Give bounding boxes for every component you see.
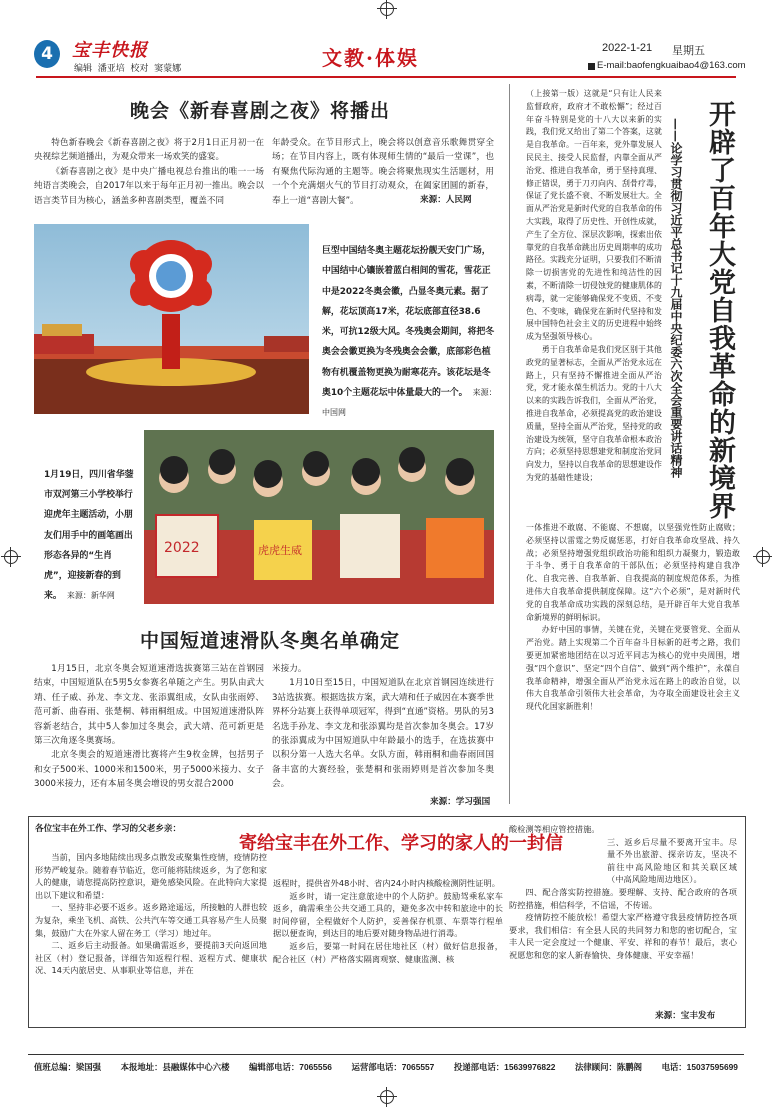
letter-paragraph: 四、配合落实防控措施。要理解、支持、配合政府的各项防控措施，相信科学，不信谣，不传谣。: [509, 886, 737, 910]
letter-paragraph: 返乡后，要第一时间在居住地社区（村）做好信息报备，配合社区（村）严格落实隔离观察、健康监测、核: [273, 940, 503, 964]
letter-box: [28, 816, 746, 1028]
photo-tower: [34, 224, 309, 414]
issue-weekday: 星期五: [672, 45, 705, 57]
theory-divider: [509, 84, 510, 804]
skating-paragraph: 1月15日，北京冬奥会短道速滑选拔赛第三站在首钢园结束，中国短道队在5男5女参赛名单随之产生。男队由武大靖、任子威、孙龙、李文龙、张添翼组成，女队由张雨婷、范可新、曲春雨、张楚桐、韩雨桐组成。中国短道速滑队阵容新老结合，其中5人参加过冬奥会，武大靖、范可新更是第三次角逐冬奥赛场。: [34, 664, 264, 747]
letter-col2: [273, 877, 503, 965]
footer-legal-phone: 电话：15037595699: [661, 1062, 738, 1072]
registration-mark-bottom: [380, 1090, 394, 1104]
issue-date: 2022-1-21: [602, 42, 653, 54]
skating-col2: [272, 662, 494, 792]
page-footer: [28, 1054, 744, 1077]
footer-items: [34, 1061, 738, 1073]
tower-caption: 巨型中国结冬奥主题花坛扮靓天安门广场，中国结中心镶嵌着蓝白相间的雪花，雪花正中是2022冬奥会徽，凸显冬奥元素。据了解，花坛顶高17米，花坛底部直径38.6米，可抗12级大风。冬残奥会期间，将把冬奥会会徽更换为冬残奥会会徽，底部彩色植物有机覆盖物更换为耐寒花卉。该花坛是冬奥10个主题花坛中体量最大的一个。: [322, 246, 495, 399]
letter-paragraph: 返程时，提供省外48小时、省内24小时内核酸检测阴性证明。: [273, 878, 500, 888]
skating-title: 中国短道速滑队冬奥名单确定: [139, 630, 400, 652]
gala-paragraph: 年龄受众。在节目形式上，晚会将以创意音乐歌舞贯穿全场；在节目内容上，既有体现师生情的“最后一堂课”，也有聚焦代际沟通的主题等。晚会将聚焦现实生活题材，用一个个充满烟火气的节目打动观众，在阖家团圆的新春，奉上一道“喜剧大餐”。: [272, 138, 494, 206]
registration-mark-right: [756, 550, 770, 564]
theory-paragraph: 一体推进不敢腐、不能腐、不想腐，以坚强党性防止腐败；必须坚持以雷霆之势反腐惩恶，打好自我革命攻坚战、持久战；必须坚持增强党组织政治功能和组织力凝聚力，锻造敢于斗争、勇于自我革命的干部队伍；必须坚持构建自我净化、自我完善、自我革新、自我提高的制度规范体系，为推进伟大自我革命提供制度保障。这“六个必须”，是对新时代党的自我革命成功实践的深刻总结，是开辟百年大党自我革命新境界的鲜明标识。: [526, 523, 740, 622]
footer-duty-editor: 值班总编：梁国强: [34, 1062, 101, 1072]
gala-title: 晚会《新春喜剧之夜》将播出: [129, 100, 390, 122]
children-source: 来源：新华网: [66, 591, 115, 601]
header-rule: [36, 76, 736, 78]
letter-paragraph: 返乡时，请一定注意旅途中的个人防护。鼓励驾乘私家车返乡，确需乘坐公共交通工具的，避免多次中转和旅途中的长时间停留，全程做好个人防护，妥善保存机票、车票等行程单据以便查询，到达目的地后要对随身物品进行消毒。: [273, 890, 503, 939]
gala-col1: [34, 136, 264, 208]
tower-source: 来源：中国网: [322, 388, 497, 418]
footer-editorial-phone: 编辑部电话：7065556: [249, 1062, 332, 1072]
theory-title: 开辟了百年大党自我革命的新境界: [704, 100, 735, 520]
letter-paragraph: 三、返乡后尽量不要离开宝丰。尽量不外出旅游、探亲访友，坚决不前往中高风险地区和其关联区域（中高风险地周边地区）。: [607, 836, 737, 885]
letter-col1: [35, 851, 267, 977]
letter-paragraph: 一、坚持非必要不返乡。返乡路途遥远，所接触的人群也较为复杂，乘坐飞机、高铁、公共汽车等交通工具容易产生人员聚集，鼓励广大在外家人留在务工（学习）地过年。: [35, 902, 267, 938]
gala-source: 来源：人民网: [420, 195, 472, 205]
registration-mark-left: [4, 550, 18, 564]
gala-paragraph: 《新春喜剧之夜》是中央广播电视总台推出的唯一一场纯语言类晚会，自2017年以来于每年正月初一推出。晚会以语言类节目为核心，涵盖多种喜剧类型，覆盖不同: [34, 166, 264, 206]
email-icon: [588, 63, 595, 70]
skating-paragraph: 米接力。: [272, 664, 307, 674]
sign-left-text: 虎虎生威: [258, 544, 302, 557]
masthead: 宝丰快报: [72, 40, 148, 61]
letter-col3: [509, 823, 737, 962]
theory-paragraph: 办好中国的事情，关键在党，关键在党要管党、全面从严治党。踏上实现第二个百年奋斗目标新的赶考之路，我们要更加紧密地团结在以习近平同志为核心的党中央周围，增强“四个意识”、坚定“四个自信”、做到“两个维护”，永葆自我革命精神，增强全面从严治党永远在路上的政治自觉，以伟大自我革命引领伟大社会革命，为夺取全面建设社会主义现代化国家新胜利！: [526, 625, 740, 712]
tower-caption-box: [322, 238, 498, 419]
footer-delivery-phone: 投递部电话：15639976822: [453, 1062, 556, 1072]
theory-paragraph: 勇于自我革命是我们党区别于其他政党的显著标志，全面从严治党永远在路上，只有坚持不懈推进全面从严治党，党才能永葆生机活力。党的十八大以来的实践告诉我们，全面从严治党，推进自我革命，必须提高党的政治建设质量，坚持全面从严治党，坚持党的政治建设为统领，坚守自我革命根本政治方向；必须坚持思想建党和制度治党同向发力，坚持以自我革命的思想建设作为党的基础性建设；: [526, 344, 662, 482]
section-title: 文教·体娱: [322, 46, 419, 70]
footer-address: 本报地址：县融媒体中心六楼: [120, 1062, 230, 1072]
skating-paragraph: 北京冬奥会的短道速滑比赛将产生9枚金牌，包括男子和女子500米、1000米和1500米，男子5000米接力、女子3000米接力，还有本届冬奥会增设的男女混合2000: [34, 750, 264, 790]
letter-title: 寄给宝丰在外工作、学习的家人的一封信: [239, 833, 563, 854]
letter-greeting: 各位宝丰在外工作、学习的父老乡亲：: [35, 824, 182, 834]
children-caption-box: [44, 462, 134, 603]
skating-source: 来源：学习强国: [430, 797, 491, 807]
theory-col-top: [526, 88, 662, 485]
skating-paragraph: 1月10日至15日，中国短道队在北京首钢园连续进行3站选拔赛。根据选拔方案，武大靖和任子威因在本赛季世界杯分站赛上获得单项冠军，得到“直通”资格。男队的另3名选手孙龙、李文龙和张添翼均是首次参加冬奥会。17岁的张添翼成为中国短道队中年龄最小的选手，在选拔赛中以积分第一人选大名单。女队方面，韩雨桐和曲春雨回国备丰富的大赛经验，张楚桐和张雨婷则是首次参加冬奥会。: [272, 678, 494, 790]
footer-operations-phone: 运营部电话：7065557: [351, 1062, 435, 1072]
letter-source: 来源：宝丰发布: [655, 1011, 716, 1021]
letter-paragraph: 当前，国内多地陆续出现多点散发或聚集性疫情，疫情防控形势严峻复杂。随着春节临近，您可能将陆续返乡，为了您和家人的健康，请您提高防控意识，避免感染风险。在此特向大家提出以下建议和希望：: [35, 852, 267, 900]
letter-paragraph: 酸检测等相应管控措施。: [509, 824, 600, 834]
letter-paragraph: 疫情防控不能放松！希望大家严格遵守我县疫情防控各项要求，我们相信：有全县人民的共同努力和您的密切配合，宝丰人民一定会度过一个健康、平安、祥和的春节！最后，衷心祝愿您和您的家人新春愉快、身体健康、平安幸福！: [509, 912, 737, 960]
gala-paragraph: 特色新春晚会《新春喜剧之夜》将于2月1日正月初一在央视综艺频道播出，为观众带来一场欢笑的盛宴。: [34, 138, 264, 163]
photo-children: [144, 430, 494, 604]
theory-paragraph: （上接第一版）这就是“只有让人民来监督政府，政府才不敢松懈”；经过百年奋斗特别是党的十八大以来新的实践，我们党又给出了第二个答案，这就是自我革命。一百年来，党外靠发展人民民主、接受人民监督，内靠全面从严治党、推进自我革命，勇于坚持真理、修正错误，勇于刀刃向内、刮骨疗毒，保证了党长盛不衰、不断发展壮大。全面从严治党是新时代党的自我革命的伟大实践，取得了历史性、开创性成就，产生了全方位、深层次影响，探索出依靠党的自我革命跳出历史周期率的成功路径。实践充分证明，只要我们不断清除一切损害党的先进性和纯洁性的因素，不断清除一切侵蚀党的健康肌体的病毒，就一定能够确保党不变质、不变色、不变味，确保党在新时代坚持和发展中国特色社会主义的历史进程中始终成为坚强领导核心。: [526, 89, 662, 342]
children-caption: 1月19日，四川省华蓥市双河第三小学校举行迎虎年主题活动，小朋友们用手中的画笔画出形态各异的“生肖虎”，迎接新春的到来。: [44, 470, 134, 602]
header-email[interactable]: E-mail:baofengkuaibao4@163.com: [597, 60, 746, 71]
editor-line: 编辑 潘亚培 校对 窦蒙娜: [74, 64, 182, 74]
page-number-badge: 4: [34, 40, 60, 68]
theory-col-full: [526, 522, 740, 714]
letter-paragraph: 二、返乡后主动报备。如果确需返乡，要提前3天向返回地社区（村）登记报备，详细告知返程行程、返程方式、健康状况、14天内旅居史、从事职业等信息，并在: [35, 940, 267, 976]
footer-legal-advisor: 法律顾问：陈鹏阁: [574, 1062, 642, 1072]
theory-subtitle: ——论学习贯彻习近平总书记十九届中央纪委六次全会重要讲话精神: [669, 118, 683, 478]
registration-mark-top: [380, 2, 394, 16]
skating-col1: [34, 662, 264, 792]
sign-right-text: 2022: [164, 540, 200, 556]
